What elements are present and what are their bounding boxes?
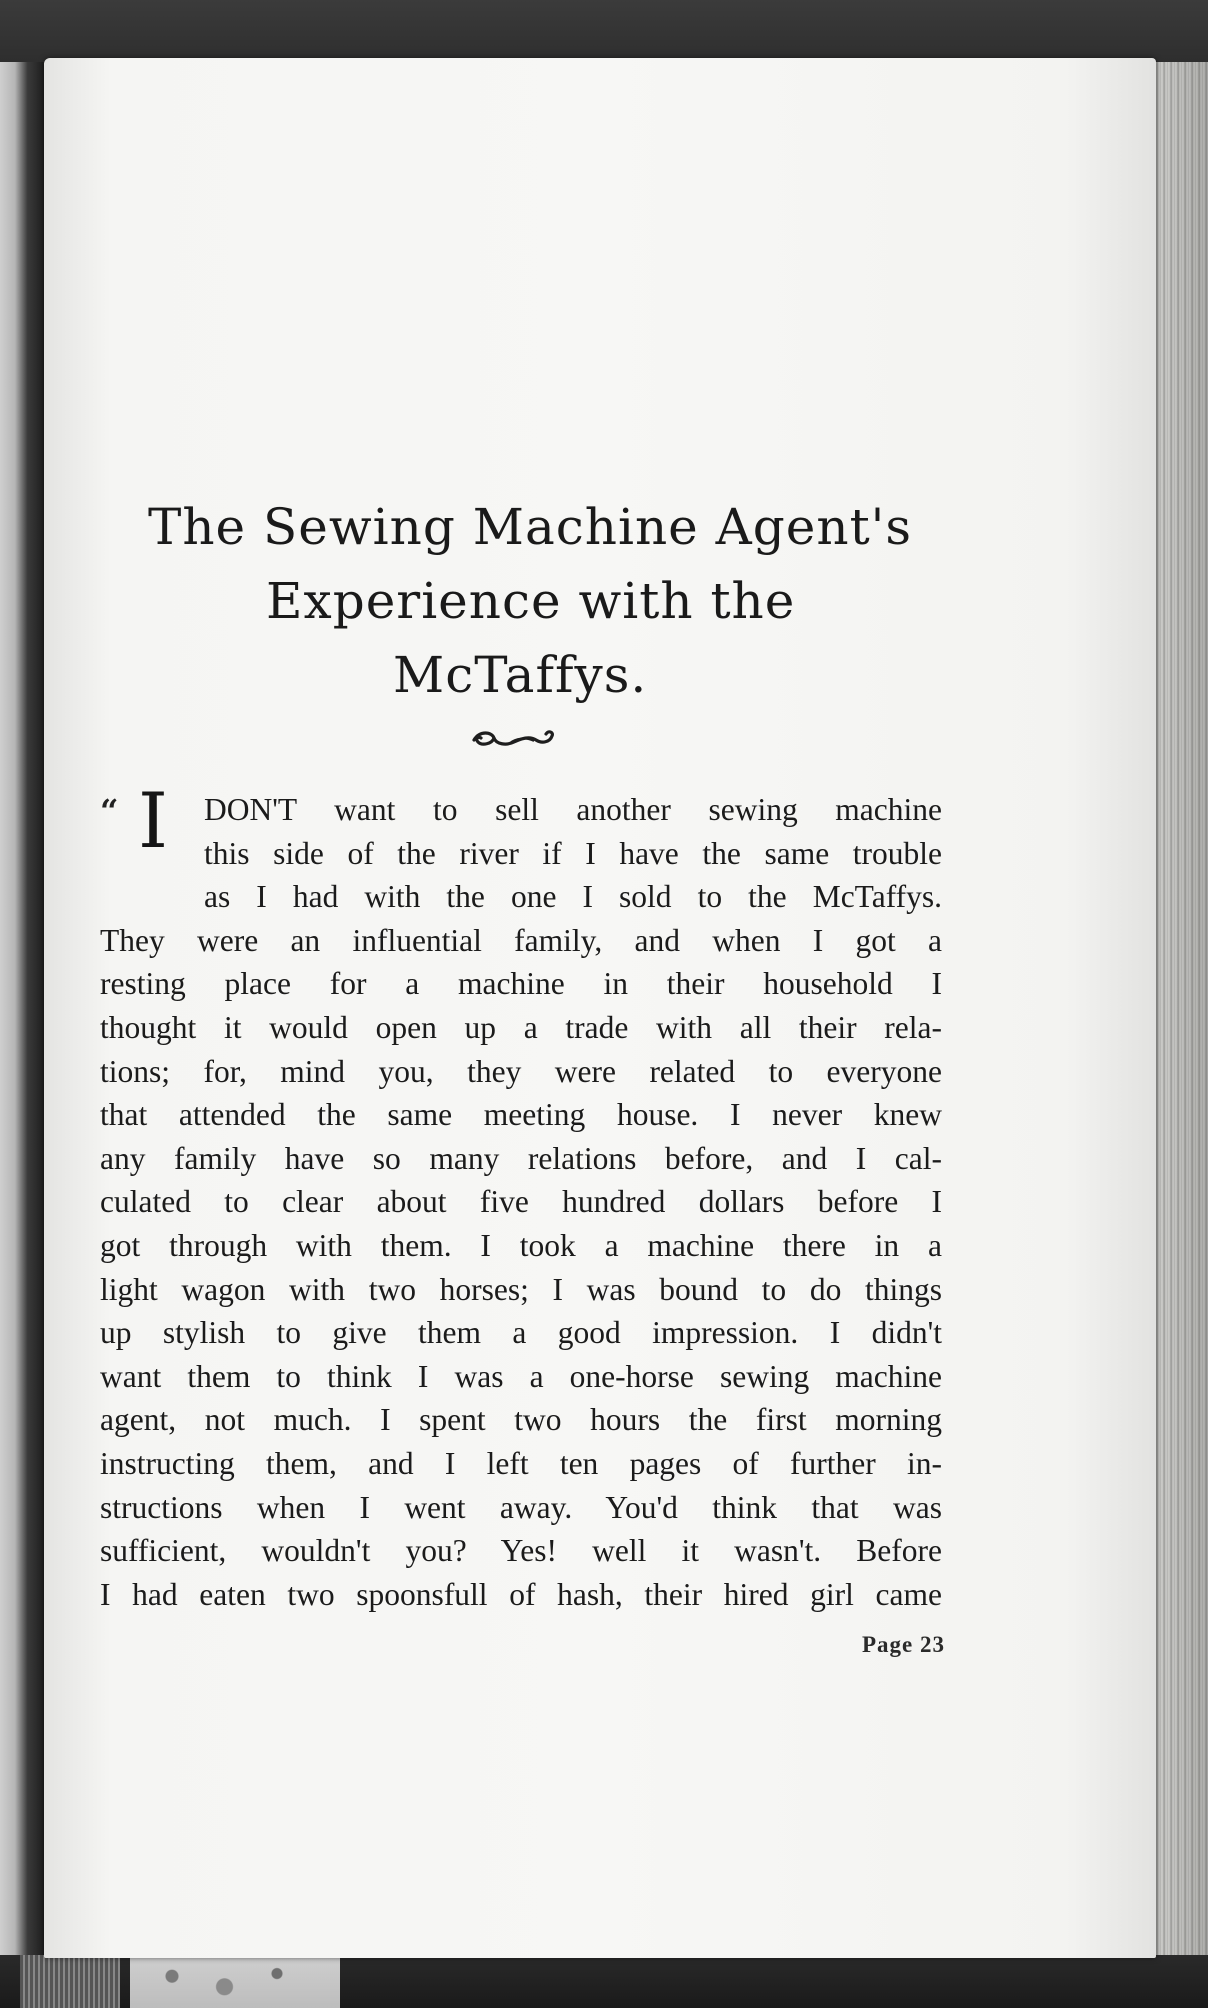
body-line: DON'T want to sell another sewing machine (204, 792, 942, 827)
body-line: that attended the same meeting house. I never knew (100, 1097, 942, 1133)
body-line: They were an influential family, and when I got a (100, 922, 942, 958)
body-line: agent, not much. I spent two hours the first morning (100, 1402, 942, 1438)
body-line: I had eaten two spoonsfull of hash, their hired girl came (100, 1576, 942, 1612)
chapter-title-line-2: Experience with the (266, 572, 796, 630)
body-line: culated to clear about five hundred dollars before I (100, 1184, 942, 1220)
body-line: tions; for, mind you, they were related to everyone (100, 1053, 942, 1089)
page-number: Page 23 (862, 1632, 946, 1657)
body-line: want them to think I was a one-horse sewing machine (100, 1358, 942, 1394)
body-line: as I had with the one I sold to the McTaffys. (204, 879, 942, 915)
book-binding (0, 62, 50, 2008)
body-line: got through with them. I took a machine there in a (100, 1227, 942, 1263)
body-line: sufficient, wouldn't you? Yes! well it wasn't. Before (100, 1533, 942, 1569)
flourish-ornament-icon (470, 726, 556, 752)
bottom-book-spine (20, 1955, 120, 2008)
drop-cap-letter: I (138, 776, 169, 865)
body-line: light wagon with two horses; I was bound to do things (100, 1271, 942, 1307)
body-text (100, 776, 942, 1616)
opening-quote: “ (100, 792, 119, 830)
body-line: resting place for a machine in their household I (100, 966, 942, 1002)
body-line: this side of the river if I have the same trouble (204, 835, 942, 871)
body-line: up stylish to give them a good impression. I didn't (100, 1315, 942, 1351)
body-line: structions when I went away. You'd think that was (100, 1489, 942, 1525)
body-line: thought it would open up a trade with all their rela- (100, 1009, 942, 1045)
bottom-cover-ornament (130, 1955, 340, 2008)
drop-cap-group (100, 776, 200, 884)
top-background (0, 0, 1208, 62)
body-line: instructing them, and I left ten pages of further in- (100, 1445, 942, 1481)
body-line: any family have so many relations before, and I cal- (100, 1140, 942, 1176)
chapter-title (100, 490, 1020, 712)
chapter-title-line-3: McTaffys. (393, 646, 648, 704)
chapter-title-line-1: The Sewing Machine Agent's (148, 498, 913, 556)
